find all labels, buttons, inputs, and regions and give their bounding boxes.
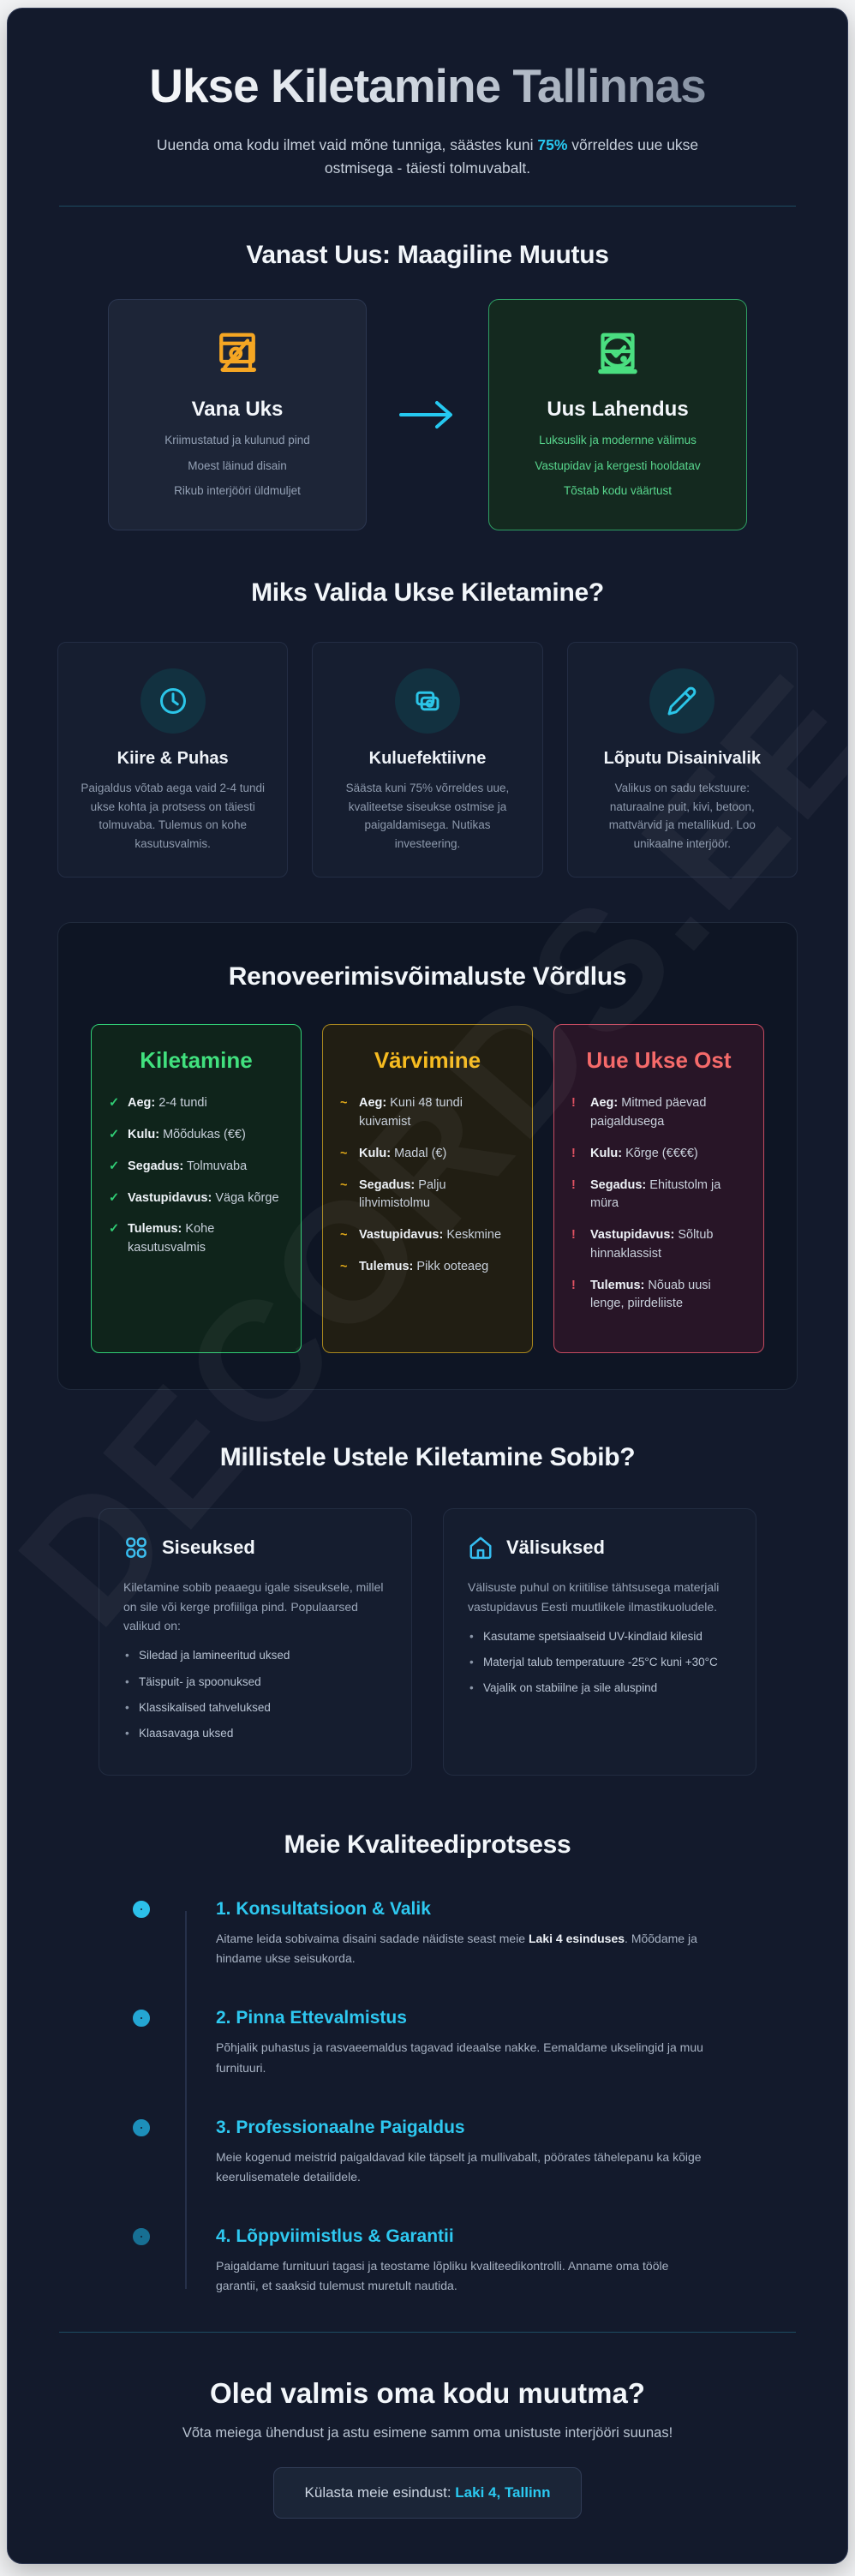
comparison-item-text [590, 1226, 746, 1264]
cta-button-text: Külasta meie esindust: [304, 2484, 456, 2501]
comparison-item-label: Kulu: [590, 1146, 623, 1160]
doors-grid [99, 1508, 756, 1776]
process-step-text [216, 2038, 713, 2077]
arrow-right-icon [396, 398, 459, 432]
comparison-item-text [590, 1145, 698, 1164]
hero-subtitle [153, 134, 702, 180]
list-item: • Siledad ja lamineeritud uksed [123, 1647, 387, 1664]
hero-section [57, 58, 798, 180]
comparison-card-title: Uue Ukse Ost [586, 1047, 732, 1074]
comparison-item [571, 1177, 746, 1214]
comparison-item-label: Aeg: [128, 1096, 156, 1111]
comparison-item-value: Mitmed päevad paigaldusega [590, 1096, 707, 1129]
comparison-item-value: Kuni 48 tundi kuivamist [359, 1096, 463, 1129]
process-step-3 [132, 2118, 723, 2226]
page-title: Ukse Kiletamine Tallinnas [57, 58, 798, 113]
process-step-4 [132, 2226, 723, 2301]
exclamation-icon: ! [571, 1278, 576, 1292]
doors-title: Millistele Ustele Kiletamine Sobib? [219, 1443, 636, 1472]
interior-doors-card [99, 1508, 412, 1776]
comparison-item-text [128, 1126, 246, 1145]
comparison-card-uue-ukse-ost [553, 1024, 764, 1353]
list-item: • Materjal talub temperatuure -25°C kuni +30°C [468, 1654, 732, 1671]
new-door-item: Tõstab kodu väärtust [563, 483, 673, 497]
comparison-item [571, 1094, 746, 1132]
hero-divider [59, 206, 796, 207]
process-step-text-part: Põhjalik puhastus ja rasvaeemaldus tagavad ideaalse nakke. Eemaldame ukselingid ja muu furnituuri. [216, 2040, 703, 2075]
check-icon: ✓ [109, 1190, 120, 1205]
step-marker-icon [133, 2228, 150, 2245]
benefits-grid [57, 642, 798, 878]
comparison-item [340, 1094, 515, 1132]
cta-section [57, 2377, 798, 2519]
comparison-item-text [128, 1189, 279, 1208]
comparison-item-value: Sõltub hinnaklassist [590, 1228, 714, 1261]
comparison-item-value: 2-4 tundi [158, 1096, 207, 1111]
comparison-item-label: Tulemus: [590, 1278, 645, 1292]
tilde-icon: ~ [340, 1259, 348, 1273]
comparison-item-value: Palju lihvimistolmu [359, 1177, 446, 1211]
new-door-item: Vastupidav ja kergesti hooldatav [535, 458, 701, 472]
process-timeline [132, 1899, 723, 2301]
comparison-item-label: Vastupidavus: [590, 1228, 675, 1243]
home-icon [468, 1535, 493, 1561]
old-door-item: Moest läinud disain [188, 458, 287, 472]
grid-icon [123, 1535, 149, 1561]
comparison-item-text [128, 1094, 207, 1113]
comparison-item-text [359, 1094, 515, 1132]
check-icon: ✓ [109, 1096, 120, 1111]
comparison-item-value: Mõõdukas (€€) [163, 1128, 246, 1142]
comparison-card-varvimine [322, 1024, 533, 1353]
process-step-text-part: Paigaldame furnituuri tagasi ja teostame lõpliku kvaliteedikontrolli. Anname oma tööle garantii, et saaksid tulemust muretult nautida. [216, 2258, 669, 2292]
comparison-item [109, 1220, 284, 1258]
benefit-text: Säästa kuni 75% võrreldes uue, kvaliteetse siseukse ostmise ja paigaldamisega. Nutikas investeering. [345, 782, 510, 850]
step-marker-icon [133, 2119, 150, 2136]
comparison-item-value: Pikk ooteaeg [416, 1259, 489, 1273]
old-door-item: Kriimustatud ja kulunud pind [164, 434, 310, 447]
old-door-title: Vana Uks [191, 398, 284, 422]
comparison-item [571, 1145, 746, 1164]
interior-doors-text: Kiletamine sobib peaaegu igale siseuksele, millel on sile või kerge profiiliga pind. Populaarsed valikud on: [123, 1580, 384, 1632]
process-step-title: 2. Pinna Ettevalmistus [216, 2008, 407, 2028]
transformation-title: Vanast Uus: Maagiline Muutus [246, 241, 609, 270]
interior-doors-list [123, 1647, 387, 1742]
comparison-item-value: Ehitustolm ja müra [590, 1177, 721, 1211]
comparison-item-label: Vastupidavus: [359, 1228, 444, 1243]
check-icon: ✓ [109, 1159, 120, 1173]
benefit-title: Kuluefektiivne [368, 749, 487, 768]
comparison-item [340, 1145, 515, 1164]
process-step-title: 3. Professionaalne Paigaldus [216, 2117, 465, 2137]
exterior-doors-text: Välisuste puhul on kriitilise tähtsusega materjali vastupidavus Eesti muutlikele ilmastikuoludele. [468, 1580, 720, 1614]
benefit-title: Kiire & Puhas [117, 749, 229, 768]
comparison-item-label: Segadus: [590, 1177, 647, 1192]
comparison-item-label: Kulu: [359, 1146, 392, 1160]
process-step-text [216, 2148, 713, 2187]
new-door-item: Luksuslik ja modernne välimus [539, 434, 697, 447]
check-icon: ✓ [109, 1222, 120, 1237]
process-step-text [216, 2256, 713, 2296]
old-door-item: Rikub interjööri üldmuljet [174, 483, 301, 497]
hero-subtitle-text: Uuenda oma kodu ilmet vaid mõne tunniga, säästes kuni [156, 136, 538, 153]
comparison-card-kiletamine [91, 1024, 302, 1353]
comparison-item-label: Segadus: [359, 1177, 416, 1192]
benefit-text: Valikus on sadu tekstuure: naturaalne puit, kivi, betoon, mattvärvid ja metallikud. Loo unikaalne interjöör. [608, 782, 756, 850]
comparison-item-text [590, 1094, 746, 1132]
comparison-item-text [128, 1158, 247, 1177]
benefit-card-design [567, 642, 798, 878]
pencil-icon [649, 668, 714, 734]
benefits-title: Miks Valida Ukse Kiletamine? [251, 578, 604, 607]
process-step-text [216, 1929, 713, 1968]
process-section [57, 1830, 798, 2301]
old-door-card [108, 299, 367, 530]
cash-icon [395, 668, 460, 734]
comparison-grid [91, 1024, 764, 1353]
exterior-doors-header [468, 1535, 732, 1561]
comparison-item-text [128, 1220, 284, 1258]
exclamation-icon: ! [571, 1146, 576, 1160]
step-marker-icon [133, 1901, 150, 1918]
hero-savings-percent: 75% [537, 136, 568, 153]
comparison-item [109, 1158, 284, 1177]
list-item: • Täispuit- ja spoonuksed [123, 1674, 387, 1691]
comparison-item [571, 1226, 746, 1264]
new-door-title: Uus Lahendus [547, 398, 689, 422]
tilde-icon: ~ [340, 1146, 348, 1160]
tilde-icon: ~ [340, 1096, 348, 1111]
comparison-item-label: Tulemus: [359, 1259, 414, 1273]
list-item: • Vajalik on stabiilne ja sile aluspind [468, 1680, 732, 1697]
comparison-section [57, 922, 798, 1390]
exterior-doors-list [468, 1628, 732, 1698]
damaged-door-icon [128, 326, 347, 380]
interior-doors-header [123, 1535, 387, 1561]
comparison-card-title: Kiletamine [140, 1047, 253, 1074]
step-marker-icon [133, 2010, 150, 2027]
comparison-item-text [359, 1177, 515, 1214]
process-step-2 [132, 2008, 723, 2117]
comparison-item-value: Väga kõrge [215, 1190, 279, 1205]
benefit-text: Paigaldus võtab aega vaid 2-4 tundi ukse kohta ja protsess on täiesti tolmuvaba. Tulemus on kohe kasutusvalmis. [81, 782, 265, 850]
comparison-item-label: Aeg: [359, 1096, 387, 1111]
comparison-item-text [359, 1145, 446, 1164]
new-door-card [488, 299, 747, 530]
process-title: Meie Kvaliteediprotsess [284, 1830, 571, 1860]
process-step-title: 1. Konsultatsioon & Valik [216, 1899, 431, 1920]
comparison-item-text [359, 1226, 501, 1245]
comparison-item-value: Kõrge (€€€€) [625, 1146, 698, 1160]
comparison-item-label: Tulemus: [128, 1222, 182, 1237]
tilde-icon: ~ [340, 1228, 348, 1243]
comparison-item-label: Kulu: [128, 1128, 160, 1142]
comparison-item-label: Vastupidavus: [128, 1190, 212, 1205]
clock-icon [141, 668, 206, 734]
page-card [7, 8, 848, 2564]
comparison-card-title: Värvimine [374, 1047, 481, 1074]
comparison-item [571, 1277, 746, 1315]
check-icon: ✓ [109, 1128, 120, 1142]
comparison-item [109, 1126, 284, 1145]
process-step-1 [132, 1899, 723, 2008]
comparison-item-value: Nõuab uusi lenge, piirdeliiste [590, 1278, 711, 1311]
doors-section [57, 1443, 798, 1776]
interior-doors-title: Siseuksed [162, 1537, 255, 1559]
list-item: • Klassikalised tahveluksed [123, 1699, 387, 1716]
exclamation-icon: ! [571, 1177, 576, 1192]
comparison-item-label: Aeg: [590, 1096, 619, 1111]
exterior-doors-card [443, 1508, 756, 1776]
benefit-card-speed [57, 642, 288, 878]
cta-divider [59, 2332, 796, 2333]
process-step-text-bold: Laki 4 esinduses [528, 1932, 625, 1946]
visit-showroom-button[interactable] [273, 2467, 583, 2519]
benefits-section [57, 578, 798, 878]
comparison-item [109, 1189, 284, 1208]
cta-title: Oled valmis oma kodu muutma? [210, 2377, 645, 2410]
comparison-item-value: Kohe kasutusvalmis [128, 1222, 215, 1255]
list-item: • Klaasavaga uksed [123, 1725, 387, 1742]
exterior-doors-title: Välisuksed [506, 1537, 605, 1559]
cta-subtitle: Võta meiega ühendust ja astu esimene samm oma unistuste interjööri suunas! [182, 2425, 673, 2441]
comparison-item [109, 1094, 284, 1113]
tilde-icon: ~ [340, 1177, 348, 1192]
hero-subtitle-text-after: võrreldes uue ukse ostmisega - täiesti tolmuvabalt. [324, 136, 699, 177]
comparison-item [340, 1177, 515, 1214]
exclamation-icon: ! [571, 1228, 576, 1243]
transformation-row [57, 299, 798, 530]
new-door-icon [508, 326, 727, 380]
exclamation-icon: ! [571, 1096, 576, 1111]
benefit-card-cost [312, 642, 542, 878]
transformation-section [57, 241, 798, 530]
comparison-item-label: Segadus: [128, 1159, 184, 1173]
process-step-title: 4. Lõppviimistlus & Garantii [216, 2226, 454, 2246]
showroom-address: Laki 4, Tallinn [455, 2484, 551, 2501]
benefit-title: Lõputu Disainivalik [603, 749, 761, 768]
process-step-text-part: . Mõõdame ja hindame ukse seisukorda. [216, 1932, 697, 1966]
comparison-item-text [590, 1177, 746, 1214]
comparison-item-text [359, 1258, 488, 1277]
list-item: • Kasutame spetsiaalseid UV-kindlaid kilesid [468, 1628, 732, 1645]
process-step-text-part: Meie kogenud meistrid paigaldavad kile täpselt ja mullivabalt, pöörates tähelepanu ka kõige keerulisematele detailidele. [216, 2149, 702, 2184]
comparison-item-text [590, 1277, 746, 1315]
comparison-title: Renoveerimisvõimaluste Võrdlus [228, 962, 627, 991]
comparison-item-value: Tolmuvaba [187, 1159, 248, 1173]
comparison-item-value: Keskmine [446, 1228, 502, 1243]
comparison-item [340, 1226, 515, 1245]
comparison-item [340, 1258, 515, 1277]
comparison-item-value: Madal (€) [394, 1146, 447, 1160]
process-step-text-part: Aitame leida sobivaima disaini sadade näidiste seast meie [216, 1932, 529, 1946]
